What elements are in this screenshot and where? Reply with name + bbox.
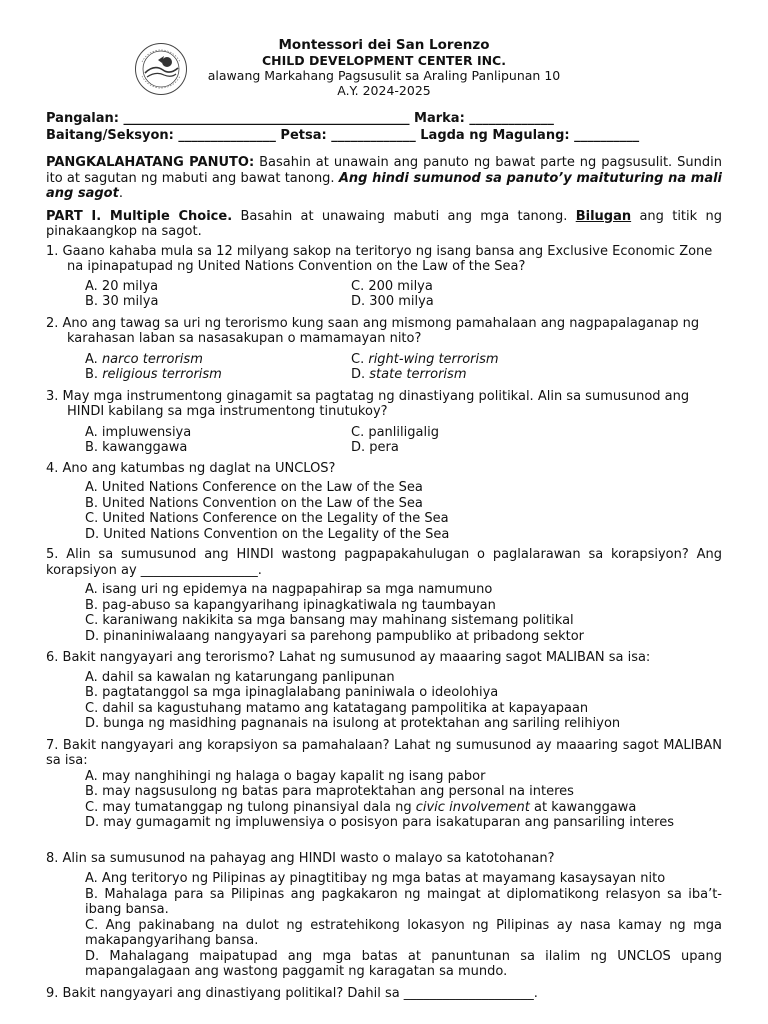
name-label: Pangalan: bbox=[46, 111, 119, 126]
question-2-options bbox=[85, 352, 722, 383]
option-d[interactable]: D. pinaniniwalaang nangyayari sa parehong pampubliko at pribadong sektor bbox=[85, 628, 585, 644]
question-8: 8. Alin sa sumusunod na pahayag ang HINDI wasto o malayo sa katotohanan? bbox=[46, 850, 555, 866]
part1-instructions bbox=[46, 209, 722, 240]
fields-row-1 bbox=[46, 110, 726, 127]
option-c[interactable]: C. karaniwang nakikita sa mga bansang may mahinang sistemang politikal bbox=[85, 613, 574, 628]
option-b[interactable]: B. pag-abuso sa kapangyarihang ipinagkatiwala ng taumbayan bbox=[85, 597, 496, 613]
parent-signature-field[interactable]: __________ bbox=[574, 128, 640, 143]
question-7-options bbox=[85, 769, 722, 831]
option-a[interactable]: A. dahil sa kawalan ng katarungang panlipunan bbox=[85, 669, 395, 685]
general-instructions-text: Basahin at unawain ang panuto ng bawat parte ng pagsusulit. Sundin ito at sagutan ng mabuti ang bawat tanong. bbox=[46, 155, 722, 186]
option-a[interactable]: A. 20 milya bbox=[85, 278, 159, 294]
option-d[interactable]: D. United Nations Convention on the Legality of the Sea bbox=[85, 526, 450, 542]
option-b[interactable]: B. kawanggawa bbox=[85, 440, 188, 455]
option-c[interactable]: C. Ang pakinabang na dulot ng estratehikong lokasyon ng Pilipinas ay nasa kamay ng mga makapangyarihang bansa. bbox=[85, 917, 722, 948]
section-field[interactable]: _______________ bbox=[178, 128, 276, 143]
option-d[interactable]: D. bunga ng masidhing pagnanais na isulong at protektahan ang sariling relihiyon bbox=[85, 716, 621, 731]
student-info-fields bbox=[46, 110, 726, 144]
document-header bbox=[0, 38, 768, 98]
option-a[interactable]: A. Ang teritoryo ng Pilipinas ay pinagtitibay ng mga batas at mayamang kasaysayan nito bbox=[85, 871, 666, 886]
option-d-letter: D. bbox=[351, 367, 370, 382]
date-label: Petsa: bbox=[280, 128, 327, 143]
option-a[interactable] bbox=[85, 352, 351, 368]
question-2: 2. Ano ang tawag sa uri ng terorismo kung saan ang mismong pamahalaan ang nagpapalaganap ng karahasan laban sa nasasakupan o mamamayan nito? bbox=[46, 315, 700, 346]
part1-bilugan: Bilugan bbox=[575, 208, 632, 224]
academic-year: A.Y. 2024-2025 bbox=[337, 83, 431, 98]
school-name: Montessori dei San Lorenzo bbox=[278, 37, 490, 53]
option-c[interactable]: C. dahil sa kagustuhang matamo ang katatagang pampolitika at kapayapaan bbox=[85, 700, 589, 716]
option-d[interactable]: D. 300 milya bbox=[351, 294, 434, 309]
general-instructions bbox=[46, 155, 722, 202]
option-c-text: C. may tumatanggap ng tulong pinansiyal dala ng bbox=[85, 799, 416, 815]
option-c-letter: C. bbox=[351, 351, 369, 367]
general-instructions-label: PANGKALAHATANG PANUTO: bbox=[46, 155, 255, 170]
option-d[interactable]: D. pera bbox=[351, 440, 399, 455]
option-a[interactable]: A. may nanghihingi ng halaga o bagay kapalit ng isang pabor bbox=[85, 768, 486, 784]
option-c[interactable]: C. United Nations Conference on the Legality of the Sea bbox=[85, 511, 449, 526]
option-b[interactable]: B. United Nations Convention on the Law of the Sea bbox=[85, 495, 423, 511]
option-d[interactable] bbox=[351, 367, 611, 383]
option-a[interactable]: A. United Nations Conference on the Law of the Sea bbox=[85, 480, 423, 495]
option-b-text: religious terrorism bbox=[102, 367, 222, 382]
option-a[interactable]: A. impluwensiya bbox=[85, 424, 192, 440]
option-c-italic: civic involvement bbox=[415, 799, 530, 815]
option-d[interactable]: D. may gumagamit ng impluwensiya o posisyon para isakatuparan ang pansariling interes bbox=[85, 815, 674, 830]
option-c[interactable] bbox=[85, 800, 722, 816]
question-1-options bbox=[85, 279, 722, 310]
question-5-options bbox=[85, 582, 722, 644]
option-b[interactable]: B. Mahalaga para sa Pilipinas ang pagkakaron ng maingat at diplomatikong relasyon sa iba’t-ibang bansa. bbox=[85, 886, 722, 917]
parent-signature-label: Lagda ng Magulang: bbox=[420, 128, 570, 143]
question-4-options bbox=[85, 480, 722, 542]
general-instructions-end: . bbox=[118, 186, 123, 201]
option-a-text: narco terrorism bbox=[101, 351, 203, 367]
score-label: Marka: bbox=[414, 111, 465, 126]
option-a[interactable]: A. isang uri ng epidemya na nagpapahirap sa mga namumuno bbox=[85, 582, 493, 597]
option-b[interactable] bbox=[85, 367, 351, 383]
option-c[interactable]: C. 200 milya bbox=[351, 278, 433, 294]
option-a-letter: A. bbox=[85, 351, 102, 367]
option-d[interactable]: D. Mahalagang maipatupad ang mga batas at panuntunan sa ilalim ng UNCLOS upang mapangalagaan ang wastong paggamit ng karagatan sa mundo. bbox=[85, 948, 722, 979]
section-label: Baitang/Seksyon: bbox=[46, 128, 174, 143]
center-name: CHILD DEVELOPMENT CENTER INC. bbox=[262, 53, 506, 68]
question-1: 1. Gaano kahaba mula sa 12 milyang sakop na teritoryo ng isang bansa ang Exclusive Economic Zone na ipinapatupad ng United Nations Convention on the Law of the Sea? bbox=[46, 243, 713, 274]
option-c[interactable] bbox=[351, 352, 611, 368]
fields-row-2 bbox=[46, 127, 726, 144]
part1-text: Basahin at unawaing mabuti ang mga tanong. bbox=[232, 208, 576, 224]
option-b[interactable]: B. may nagsusulong ng batas para maprotektahan ang personal na interes bbox=[85, 784, 574, 799]
question-3-options bbox=[85, 425, 722, 456]
question-7: 7. Bakit nangyayari ang korapsiyon sa pamahalaan? Lahat ng sumusunod ay maaaring sagot MALIBAN sa isa: bbox=[46, 737, 722, 768]
exam-content bbox=[46, 155, 722, 1001]
option-d-text: state terrorism bbox=[369, 367, 467, 382]
question-6-options bbox=[85, 670, 722, 732]
option-c-text: right-wing terrorism bbox=[368, 351, 499, 367]
question-8-options bbox=[85, 871, 722, 980]
question-5: 5. Alin sa sumusunod ang HINDI wastong pagpapakahulugan o paglalarawan sa korapsiyon? Ang korapsiyon ay __________________. bbox=[46, 547, 722, 578]
exam-title: alawang Markahang Pagsusulit sa Araling Panlipunan 10 bbox=[207, 68, 561, 83]
option-c[interactable]: C. panliligalig bbox=[351, 424, 439, 440]
general-instructions-emphasis: Ang hindi sumunod sa panuto’y maituturing na mali ang sagot bbox=[46, 170, 723, 201]
question-4: 4. Ano ang katumbas ng daglat na UNCLOS? bbox=[46, 460, 336, 476]
date-field[interactable]: _____________ bbox=[331, 128, 416, 143]
name-field[interactable]: ____________________________________________ bbox=[123, 111, 410, 126]
option-c-end: at kawanggawa bbox=[529, 799, 637, 815]
question-9: 9. Bakit nangyayari ang dinastiyang politikal? Dahil sa ____________________. bbox=[46, 985, 538, 1001]
option-b[interactable]: B. 30 milya bbox=[85, 294, 159, 309]
question-3: 3. May mga instrumentong ginagamit sa pagtatag ng dinastiyang politikal. Alin sa sumusunod ang HINDI kabilang sa mga instrumentong tinutukoy? bbox=[46, 388, 690, 419]
option-b-letter: B. bbox=[85, 367, 103, 382]
part1-label: PART I. Multiple Choice. bbox=[46, 208, 233, 224]
question-6: 6. Bakit nangyayari ang terorismo? Lahat ng sumusunod ay maaaring sagot MALIBAN sa isa: bbox=[46, 650, 651, 665]
part1-text-end: ang titik ng pinakaangkop na sagot. bbox=[46, 208, 722, 239]
option-b[interactable]: B. pagtatanggol sa mga ipinaglalabang paniniwala o ideolohiya bbox=[85, 685, 499, 700]
score-field[interactable]: _____________ bbox=[469, 111, 554, 126]
